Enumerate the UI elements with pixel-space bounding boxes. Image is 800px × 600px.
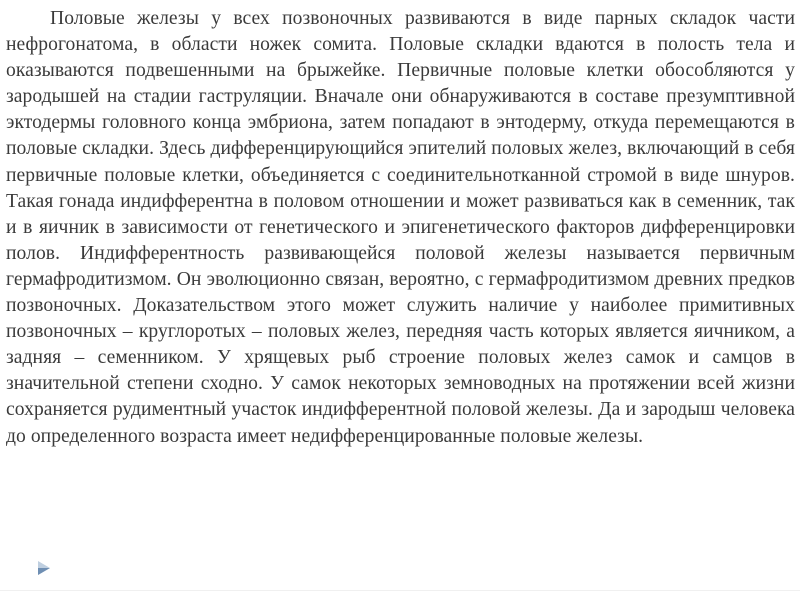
body-text: Половые железы у всех позвоночных развиваются в виде парных складок части нефрогонатома, в области ножек сомита. Половые складки вдаются в полость тела и оказываются подвешенными на брыжейке. Первичные половые клетки обособляются у зародышей на стадии гаструляции. Вначале они обнаруживаются в составе презумптивной эктодермы головного конца эмбриона, затем попадают в энтодерму, откуда перемещаются в половые складки. Здесь дифференцирующийся эпителий половых желез, включающий в себя первичные половые клетки, объединяется с соединительнотканной стромой в виде шнуров. Такая гонада индифферентна в половом отношении и может развиваться как в семенник, так и в яичник в зависимости от генетического и эпигенетического факторов дифференцировки полов. Индифферентность развивающейся половой железы называется первичным гермафродитизмом. Он эволюционно связан, вероятно, с гермафродитизмом древних предков позвоночных. Доказательством этого может служить наличие у наиболее примитивных позвоночных – круглоротых – половых желез, передняя часть которых является яичником, а задняя – семенником. У хрящевых рыб строение половых желез самок и самцов в значительной степени сходно. У самок некоторых земноводных на протяжении всей жизни сохраняется рудиментный участок индифферентной половой железы. Да и зародыш человека до определенного возраста имеет недифференцированные половые железы. [6,8,795,447]
arrow-dark-half [38,568,50,575]
triangle-right-icon [37,560,51,576]
bottom-divider [0,590,800,591]
